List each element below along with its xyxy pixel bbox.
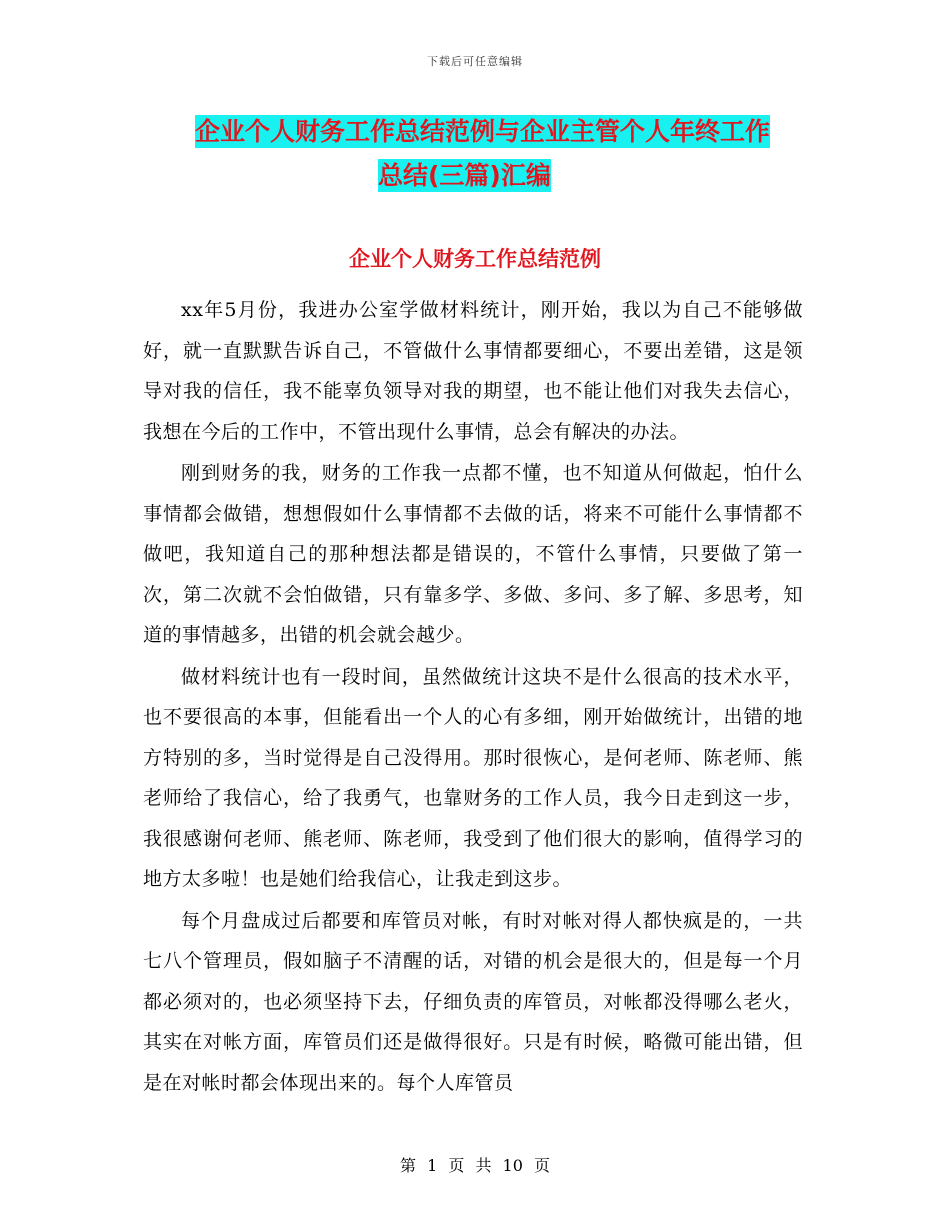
paragraph: xx年5月份，我进办公室学做材料统计，刚开始，我以为自己不能够做好，就一直默默告诉自己，不管做什么事情都要细心，不要出差错，这是领导对我的信任，我不能辜负领导对我的期望，也不能让他们对我失去信心，我想在今后的工作中，不管出现什么事情，总会有解决的办法。 (143, 299, 803, 443)
document-body (143, 290, 803, 1104)
document-title-line-2 (190, 154, 810, 198)
paragraph: 做材料统计也有一段时间，虽然做统计这块不是什么很高的技术水平，也不要很高的本事，但能看出一个人的心有多细，刚开始做统计，出错的地方特别的多，当时觉得是自己没得用。那时很恢心，是何老师、陈老师、熊老师给了我信心，给了我勇气，也靠财务的工作人员，我今日走到这一步，我很感谢何老师、熊老师、陈老师，我受到了他们很大的影响，值得学习的地方太多啦！也是她们给我信心，让我走到这步。 (143, 665, 803, 890)
document-title-line-1 (190, 110, 810, 154)
header-note: 下载后可任意编辑 (427, 55, 523, 68)
page-footer: 第 1 页 共 10 页 (400, 1156, 550, 1175)
document-title (190, 110, 810, 198)
document-title-line-1-text: 企业个人财务工作总结范例与企业主管个人年终工作 (195, 117, 771, 146)
document-title-line-2-text: 总结(三篇)汇编 (378, 161, 551, 190)
paragraph: 刚到财务的我，财务的工作我一点都不懂，也不知道从何做起，怕什么事情都会做错，想想假如什么事情都不去做的话，将来不可能什么事情都不做吧，我知道自己的那种想法都是错误的，不管什么事情，只要做了第一次，第二次就不会怕做错，只有靠多学、多做、多问、多了解、多思考，知道的事情越多，出错的机会就会越少。 (143, 462, 803, 646)
paragraph: 每个月盘成过后都要和库管员对帐，有时对帐对得人都快疯是的，一共七八个管理员，假如脑子不清醒的话，对错的机会是很大的，但是每一个月都必须对的，也必须坚持下去，仔细负责的库管员，对帐都没得哪么老火，其实在对帐方面，库管员们还是做得很好。只是有时候，略微可能出错，但是在对帐时都会体现出来的。每个人库管员 (143, 909, 803, 1094)
section-title: 企业个人财务工作总结范例 (349, 247, 601, 271)
